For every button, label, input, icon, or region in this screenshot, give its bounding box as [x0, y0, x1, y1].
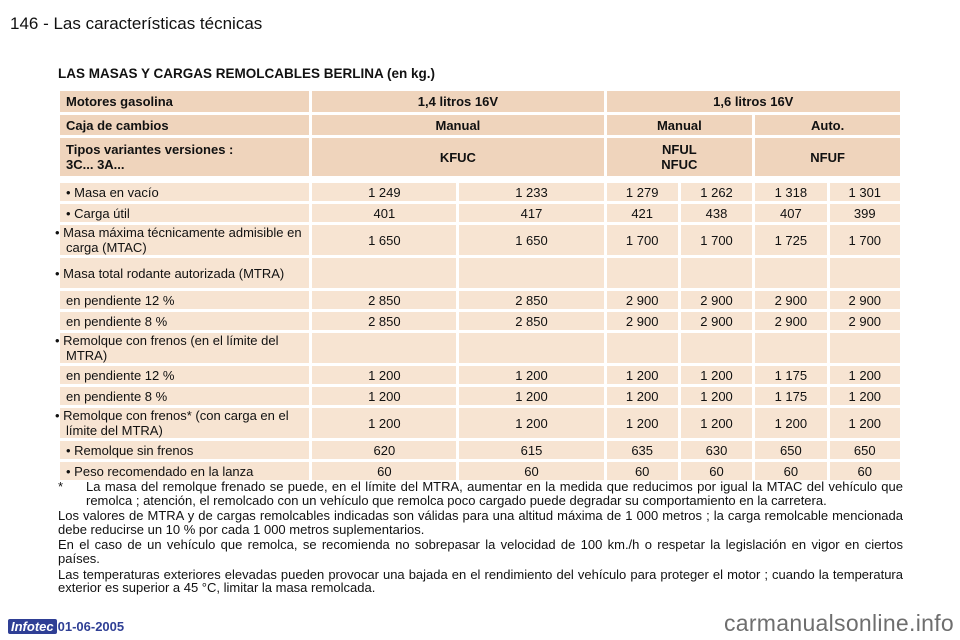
cell: 1 200 [681, 408, 752, 438]
cell: 1 700 [607, 225, 678, 255]
cell: 2 850 [312, 312, 456, 330]
row-label: • Remolque sin frenos [60, 441, 309, 459]
table-row [60, 183, 900, 201]
cell [312, 258, 456, 288]
note-paragraph: Las temperaturas exteriores elevadas pueden provocar una bajada en el rendimiento del vehículo para proteger el motor ; cuando la temperatura exterior es superior a 45 °C, limitar la masa remolcada. [58, 566, 903, 596]
row-label: • Remolque con frenos* (con carga en el límite del MTRA) [60, 408, 309, 438]
cell: 438 [681, 204, 752, 222]
cell: 60 [607, 462, 678, 480]
cell: 1 650 [459, 225, 603, 255]
cell: 2 900 [755, 312, 826, 330]
cell: 1 200 [459, 366, 603, 384]
row-label: en pendiente 8 % [60, 312, 309, 330]
cell: 2 900 [830, 312, 900, 330]
cell: 1 200 [681, 366, 752, 384]
cell: 635 [607, 441, 678, 459]
cell: 650 [830, 441, 900, 459]
cell: 1 200 [830, 366, 900, 384]
cell: 1 200 [312, 408, 456, 438]
footnote [58, 480, 903, 509]
cell: 1 200 [312, 387, 456, 405]
cell: 1 175 [755, 366, 826, 384]
cell [830, 333, 900, 363]
cell: 630 [681, 441, 752, 459]
cell: 2 900 [681, 291, 752, 309]
type-3: NFUF [755, 138, 900, 176]
table-row [60, 291, 900, 309]
mass-table [57, 88, 903, 483]
row-label: • Remolque con frenos (en el límite del MTRA) [60, 333, 309, 363]
cell: 1 200 [607, 408, 678, 438]
cell: 60 [312, 462, 456, 480]
gearbox-3: Auto. [755, 115, 900, 135]
gearbox-label: Caja de cambios [60, 115, 309, 135]
types-row [60, 138, 900, 176]
row-label: • Masa máxima técnicamente admisible en carga (MTAC) [60, 225, 309, 255]
cell: 1 200 [830, 387, 900, 405]
cell: 417 [459, 204, 603, 222]
cell: 1 262 [681, 183, 752, 201]
table-row [60, 225, 900, 255]
cell: 1 200 [607, 387, 678, 405]
cell: 1 725 [755, 225, 826, 255]
cell [312, 333, 456, 363]
cell [755, 258, 826, 288]
cell [459, 258, 603, 288]
footnote-text: La masa del remolque frenado se puede, en el límite del MTRA, aumentar en la medida que reducimos por igual la MTAC del vehículo que remolca ; atención, el remolcado con un vehículo que remolca poco cargado puede degradar su comportamiento en la carretera. [86, 479, 903, 508]
cell [681, 333, 752, 363]
table-row [60, 258, 900, 288]
cell [459, 333, 603, 363]
type-1: KFUC [312, 138, 603, 176]
cell: 60 [459, 462, 603, 480]
cell: 1 700 [830, 225, 900, 255]
footer [8, 619, 124, 634]
types-label [60, 138, 309, 176]
page-header: 146 - Las características técnicas [10, 14, 263, 33]
row-label: • Masa en vacío [60, 183, 309, 201]
cell: 1 301 [830, 183, 900, 201]
infotec-logo: Infotec [8, 619, 57, 634]
type-2-line1: NFUL [662, 142, 697, 157]
cell: 1 279 [607, 183, 678, 201]
cell [607, 333, 678, 363]
cell [755, 333, 826, 363]
types-label-line1: Tipos variantes versiones : [66, 142, 234, 157]
cell [830, 258, 900, 288]
cell: 1 200 [755, 408, 826, 438]
cell: 1 175 [755, 387, 826, 405]
cell: 60 [830, 462, 900, 480]
cell: 399 [830, 204, 900, 222]
row-label: en pendiente 12 % [60, 291, 309, 309]
engine-row [60, 91, 900, 112]
section-title: LAS MASAS Y CARGAS REMOLCABLES BERLINA (en kg.) [58, 66, 436, 81]
gearbox-1: Manual [312, 115, 603, 135]
cell: 2 900 [681, 312, 752, 330]
footer-date: 01-06-2005 [57, 619, 125, 634]
table-row [60, 462, 900, 480]
cell: 421 [607, 204, 678, 222]
row-label: en pendiente 8 % [60, 387, 309, 405]
cell: 1 200 [459, 408, 603, 438]
cell: 2 850 [312, 291, 456, 309]
note-paragraph: Los valores de MTRA y de cargas remolcables indicadas son válidas para una altitud máxima de 1 000 metros ; la carga remolcable mencionada debe reducirse un 10 % por cada 1 000 metros suplementarios. [58, 508, 903, 537]
cell [681, 258, 752, 288]
table-row [60, 312, 900, 330]
cell: 620 [312, 441, 456, 459]
cell: 401 [312, 204, 456, 222]
cell: 1 200 [312, 366, 456, 384]
footnote-marker: * [58, 479, 64, 494]
row-label: • Carga útil [60, 204, 309, 222]
cell: 650 [755, 441, 826, 459]
engine-2: 1,6 litros 16V [607, 91, 900, 112]
type-2 [607, 138, 753, 176]
row-label: en pendiente 12 % [60, 366, 309, 384]
engine-label: Motores gasolina [60, 91, 309, 112]
cell: 2 850 [459, 291, 603, 309]
type-2-line2: NFUC [661, 157, 698, 172]
cell: 1 249 [312, 183, 456, 201]
notes [58, 480, 903, 597]
gearbox-2: Manual [607, 115, 753, 135]
cell: 2 900 [755, 291, 826, 309]
table-row [60, 204, 900, 222]
table-row [60, 387, 900, 405]
cell: 1 200 [830, 408, 900, 438]
cell: 1 318 [755, 183, 826, 201]
cell: 1 650 [312, 225, 456, 255]
table-row [60, 333, 900, 363]
cell: 407 [755, 204, 826, 222]
cell: 2 850 [459, 312, 603, 330]
cell: 1 200 [459, 387, 603, 405]
cell: 1 200 [681, 387, 752, 405]
gearbox-row [60, 115, 900, 135]
cell: 1 700 [681, 225, 752, 255]
table-row [60, 366, 900, 384]
cell: 2 900 [830, 291, 900, 309]
cell: 2 900 [607, 312, 678, 330]
types-label-line2: 3C... 3A... [66, 157, 125, 172]
cell: 1 233 [459, 183, 603, 201]
row-label: • Peso recomendado en la lanza [60, 462, 309, 480]
cell [607, 258, 678, 288]
cell: 60 [755, 462, 826, 480]
watermark: carmanualsonline.info [723, 610, 954, 636]
table-row [60, 441, 900, 459]
cell: 60 [681, 462, 752, 480]
cell: 2 900 [607, 291, 678, 309]
row-label: • Masa total rodante autorizada (MTRA) [60, 258, 309, 288]
cell: 615 [459, 441, 603, 459]
note-paragraph: En el caso de un vehículo que remolca, se recomienda no sobrepasar la velocidad de 100 km./h o respetar la legislación en vigor en ciertos países. [58, 537, 903, 566]
cell: 1 200 [607, 366, 678, 384]
table-row [60, 408, 900, 438]
engine-1: 1,4 litros 16V [312, 91, 603, 112]
